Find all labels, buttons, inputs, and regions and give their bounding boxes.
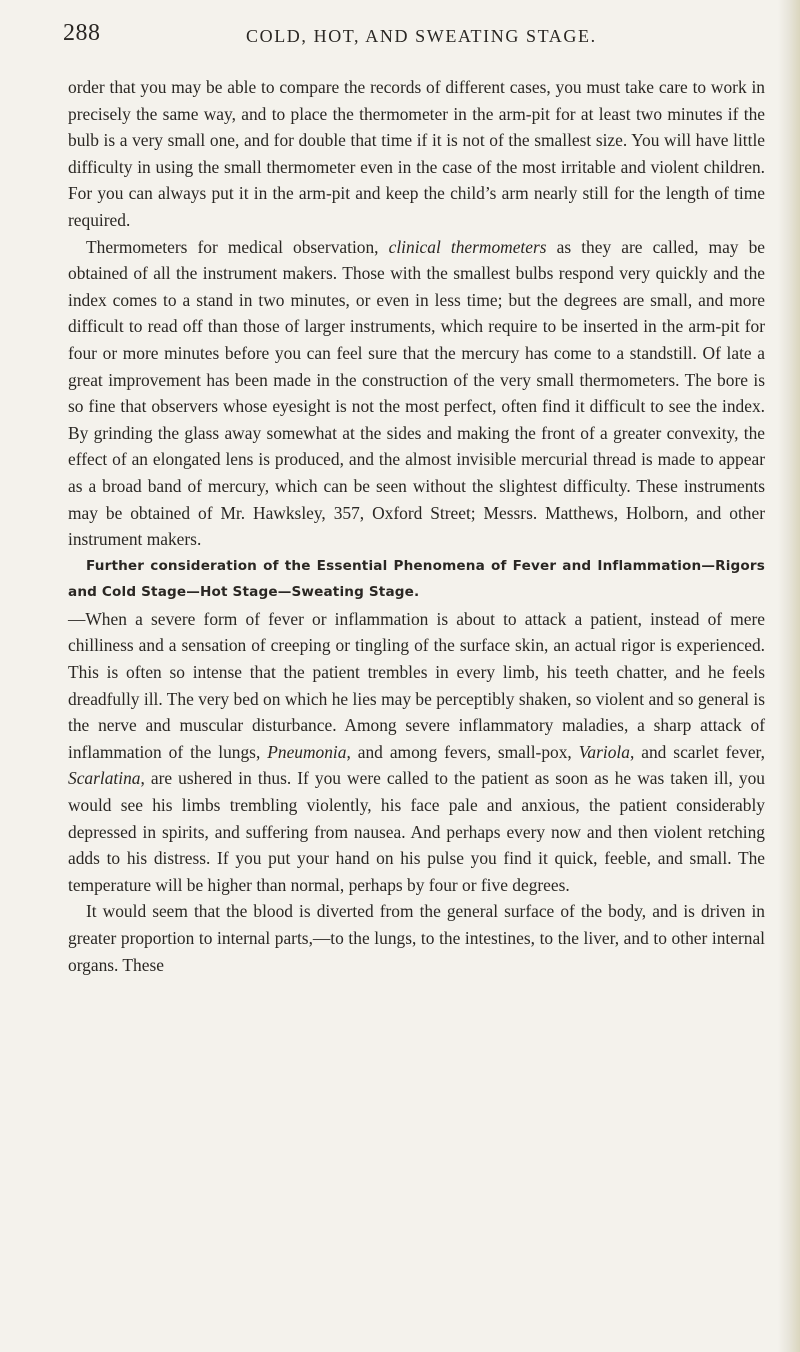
italic-term: Variola: [578, 741, 630, 762]
paragraph-text: Thermometers for medical observation,: [86, 236, 389, 257]
paragraph-2: [68, 234, 765, 553]
italic-term: Pneumonia: [267, 741, 347, 762]
paragraph-text: , and among fevers, small-pox,: [346, 741, 579, 762]
italic-term: Scarlatina: [68, 768, 141, 789]
book-page: [63, 20, 765, 978]
paragraph-text: , are ushered in thus. If you were called to the patient as soon as he was taken ill, you would see his limbs trembling violently, his face pale and anxious, the patient considerably depressed in spirits, and suffering from nausea. And perhaps every now and then violent retching adds to his distress. If you put your hand on his pulse you find it quick, feeble, and small. The temperature will be higher than normal, perhaps by four or five degrees.: [68, 768, 765, 895]
page-edge-shadow: [778, 0, 800, 1352]
italic-term: clinical thermometers: [388, 236, 547, 257]
section-heading: Further consideration of the Essential Phenomena of Fever and Inflammation—Rigors and Cold Stage—Hot Stage—Sweating Stage.: [68, 557, 765, 601]
paragraph-3: [68, 606, 765, 899]
paragraph-text: order that you may be able to compare the records of different cases, you must take care to work in precisely the same way, and to place the thermometer in the arm-pit for at least two minutes if the bulb is a very small one, and for double that time if it is not of the smallest size. You will have little difficulty in using the small thermometer even in the case of the most irritable and violent children. For you can always put it in the arm-pit and keep the child’s arm nearly still for the length of time required.: [68, 77, 765, 230]
paragraph-text: It would seem that the blood is diverted from the general surface of the body, and is driven in greater proportion to internal parts,—to the lungs, to the intestines, to the liver, and to other internal organs. These: [68, 901, 765, 975]
paragraph-text: —When a severe form of fever or inflammation is about to attack a patient, instead of mere chilliness and a sensation of creeping or tingling of the surface skin, an actual rigor is experienced. This is often so intense that the patient trembles in every limb, his teeth chatter, and he feels dreadfully ill. The very bed on which he lies may be perceptibly shaken, so violent and so general is the nerve and muscular disturbance. Among severe inflammatory maladies, a sharp attack of inflammation of the lungs,: [68, 608, 765, 762]
paragraph-text: , and scarlet fever,: [629, 741, 765, 762]
page-number: 288: [63, 20, 101, 46]
paragraph-text: as they are called, may be obtained of all the instrument makers. Those with the smallest bulbs respond very quickly and the index comes to a stand in two minutes, or even in less time; but the degrees are small, and more difficult to read off than those of larger instruments, which require to be inserted in the arm-pit for four or more minutes before you can feel sure that the mercury has come to a standstill. Of late a great improvement has been made in the construction of the very small thermometers. The bore is so fine that observers whose eyesight is not the most perfect, often find it difficult to see the index. By grinding the glass away somewhat at the sides and making the front of a greater convexity, the effect of an elongated lens is produced, and the almost invisible mercurial thread is made to appear as a broad band of mercury, which can be seen without the slightest difficulty. These instruments may be obtained of Mr. Hawksley, 357, Oxford Street; Messrs. Matthews, Holborn, and other instrument makers.: [68, 236, 765, 550]
paragraph-1: [68, 74, 765, 234]
page-header: [63, 20, 765, 56]
running-head: COLD, HOT, AND SWEATING STAGE.: [246, 26, 597, 46]
paragraph-4: [68, 898, 765, 978]
body-text: [68, 74, 765, 978]
